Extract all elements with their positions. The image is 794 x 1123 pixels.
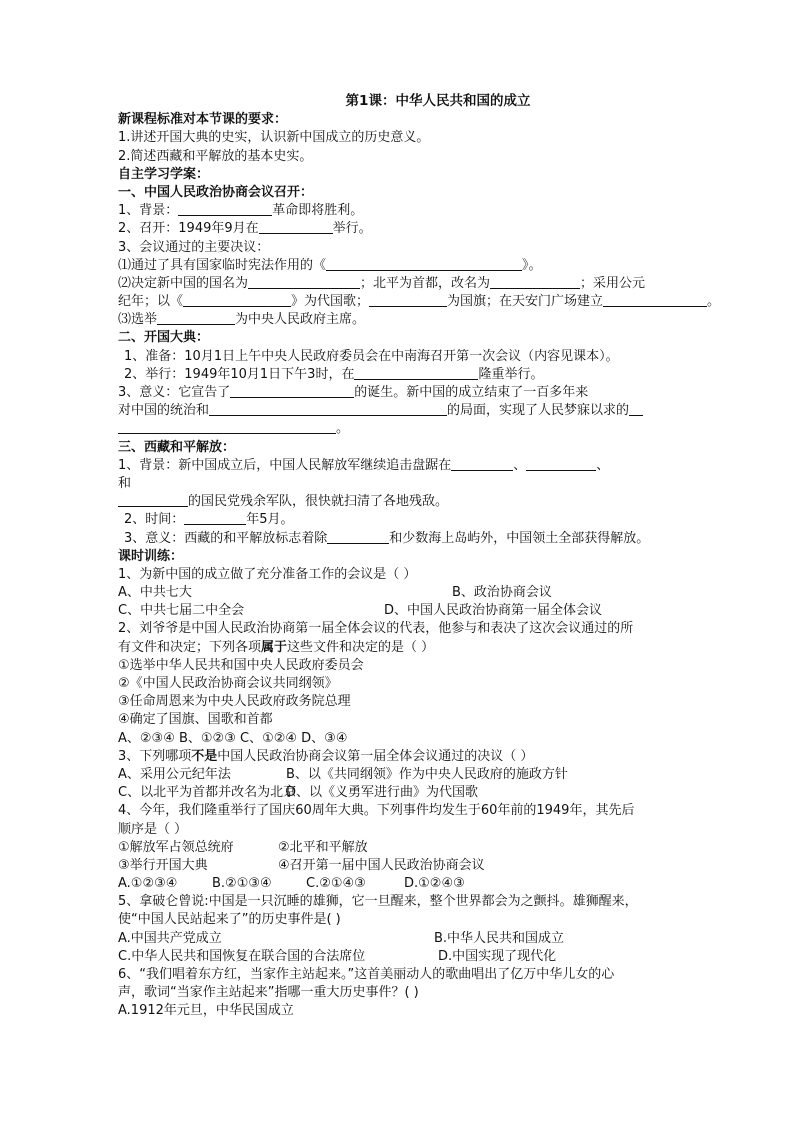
item: ①解放军占领总统府 bbox=[118, 839, 234, 855]
text: 这些文件和决定的是（ ） bbox=[287, 639, 435, 655]
options-row bbox=[118, 602, 758, 620]
question-2: 2、刘爷爷是中国人民政治协商第一届全体会议的代表，他参与和表决了这次会议通过的所 bbox=[118, 621, 634, 637]
question-2-cont bbox=[118, 639, 758, 657]
option-b: B.中华人民共和国成立 bbox=[434, 930, 565, 946]
option-a: A.1912年元旦，中华民国成立 bbox=[118, 1003, 294, 1019]
blank bbox=[526, 457, 596, 471]
options-row bbox=[118, 930, 758, 948]
item: ②北平和平解放 bbox=[278, 839, 368, 855]
text: 1、背景： bbox=[118, 203, 179, 219]
text: 2、时间： bbox=[124, 512, 185, 528]
question-6: 6、“我们唱着东方红，当家作主站起来。”这首美丽动人的歌曲唱出了亿万中华儿女的心 bbox=[118, 967, 615, 982]
options-row bbox=[118, 766, 758, 784]
text: 3、下列哪项 bbox=[118, 748, 192, 764]
background-line bbox=[118, 202, 758, 220]
study-heading: 自主学习学案： bbox=[118, 166, 210, 182]
blank bbox=[178, 202, 272, 216]
question-3 bbox=[118, 748, 758, 766]
option-b: B、以《共同纲领》作为中央人民政府的施政方针 bbox=[286, 766, 568, 782]
section-heading: 一、中国人民政治协商会议召开： bbox=[118, 184, 314, 200]
text: 举行。 bbox=[332, 221, 372, 237]
item: ③任命周恩来为中央人民政府政务院总理 bbox=[118, 694, 351, 710]
question-6-cont: 声，歌词“当家作主站起来”指哪一重大历史事件？( ) bbox=[118, 985, 419, 1001]
tibet-background bbox=[118, 457, 758, 475]
blank bbox=[118, 420, 336, 434]
text: ；采用公元 bbox=[580, 275, 646, 291]
option-c: C、以北平为首都并改名为北京 bbox=[118, 785, 297, 801]
text: 革命即将胜利。 bbox=[272, 203, 364, 219]
option-c: C.中华人民共和国恢复在联合国的合法席位 bbox=[118, 948, 366, 964]
resolution-3 bbox=[118, 311, 758, 329]
convene-line bbox=[118, 220, 758, 238]
option-a: A、采用公元纪年法 bbox=[118, 766, 231, 782]
text: 纪年；以《 bbox=[118, 294, 184, 310]
prep-line: 1、准备：10月1日上午中央人民政府委员会在中南海召开第一次会议（内容见课本）。 bbox=[124, 348, 619, 364]
item: ③举行开国大典 bbox=[118, 857, 208, 873]
question-5: 5、拿破仑曾说:中国是一只沉睡的雄狮，它一旦醒来，整个世界都会为之颤抖。雄狮醒来， bbox=[118, 894, 638, 910]
text: 中国人民政治协商会议第一届全体会议通过的决议（ ） bbox=[217, 748, 534, 764]
item: ④确定了国旗、国歌和首都 bbox=[118, 712, 273, 728]
text: ；北平为首都，改名为 bbox=[360, 275, 491, 291]
blank bbox=[157, 311, 235, 325]
option-d: D.①②④③ bbox=[404, 876, 465, 892]
blank bbox=[209, 402, 447, 416]
text: 为国旗；在天安门广场建立 bbox=[447, 294, 604, 310]
text: 1、背景：新中国成立后，中国人民解放军继续追击盘踞在 bbox=[118, 457, 452, 473]
blank bbox=[184, 511, 246, 525]
blank bbox=[248, 275, 360, 289]
item: ①选举中华人民共和国中央人民政府委员会 bbox=[118, 657, 364, 673]
text: 属于 bbox=[261, 639, 288, 655]
text: ⑶选举 bbox=[118, 312, 158, 328]
blank bbox=[603, 293, 707, 307]
resolution-2a bbox=[118, 275, 758, 293]
page-title: 第1课：中华人民共和国的成立 bbox=[345, 93, 531, 109]
text: ⑵决定新中国的国名为 bbox=[118, 275, 249, 291]
option-b: B.②①③④ bbox=[212, 876, 272, 892]
requirement-item: 1.讲述开国大典的史实，认识新中国成立的历史意义。 bbox=[118, 130, 430, 146]
options-row bbox=[118, 875, 758, 893]
question-4-cont: 顺序是（ ） bbox=[118, 821, 188, 837]
option-a: A.中国共产党成立 bbox=[118, 930, 222, 946]
question-5-cont: 使“中国人民站起来了”的历史事件是( ) bbox=[118, 912, 341, 928]
options-row bbox=[118, 948, 758, 966]
option-b: B、政治协商会议 bbox=[452, 585, 552, 601]
item: ②《中国人民政治协商会议共同纲领》 bbox=[118, 676, 338, 691]
text: 2、举行：1949年10月1日下午3时，在 bbox=[124, 366, 355, 382]
blank bbox=[369, 293, 447, 307]
resolution-2b bbox=[118, 293, 758, 311]
text: 2、召开：1949年9月在 bbox=[118, 221, 259, 237]
items-row bbox=[118, 857, 758, 875]
text: 对中国的统治和 bbox=[118, 403, 210, 419]
section-heading: 三、西藏和平解放： bbox=[118, 439, 236, 455]
blank bbox=[629, 402, 643, 416]
text: 、 bbox=[596, 457, 610, 473]
text: 的局面，实现了人民梦寐以求的 bbox=[447, 403, 630, 419]
options-row bbox=[118, 784, 758, 802]
blank bbox=[327, 530, 389, 544]
option-c: C.②①④③ bbox=[306, 876, 366, 892]
section-heading: 二、开国大典： bbox=[118, 330, 210, 346]
text: 3、意义：它宣告了 bbox=[118, 385, 231, 400]
blank bbox=[354, 366, 478, 380]
practice-heading: 课时训练： bbox=[118, 548, 184, 564]
requirement-item: 2.简述西藏和平解放的基本史实。 bbox=[118, 148, 313, 164]
requirements-heading: 新课程标准对本节课的要求： bbox=[118, 112, 288, 128]
significance-line bbox=[118, 384, 758, 402]
blank bbox=[490, 275, 580, 289]
items-row bbox=[118, 839, 758, 857]
text: ⑴通过了具有国家临时宪法作用的《 bbox=[118, 257, 327, 273]
option-d: D、中国人民政治协商第一届全体会议 bbox=[384, 603, 603, 619]
blank bbox=[451, 457, 513, 471]
significance-line-3 bbox=[118, 420, 758, 438]
blank bbox=[230, 384, 354, 398]
option-a: A、中共七大 bbox=[118, 585, 192, 601]
text: 的国民党残余军队，很快就扫清了各地残敌。 bbox=[188, 494, 449, 510]
tibet-time bbox=[118, 511, 758, 529]
options-row bbox=[118, 584, 758, 602]
text: 》。 bbox=[522, 257, 542, 273]
option-c: C、中共七届二中全会 bbox=[118, 603, 245, 619]
resolution-1 bbox=[118, 257, 758, 275]
blank bbox=[183, 293, 291, 307]
text: 年5月。 bbox=[246, 512, 294, 528]
tibet-significance bbox=[118, 530, 758, 548]
text: 的诞生。新中国的成立结束了一百多年来 bbox=[354, 385, 589, 400]
answer-options: A、②③④ B、①②③ C、①②④ D、③④ bbox=[118, 730, 348, 746]
item: ④召开第一届中国人民政治协商会议 bbox=[278, 857, 485, 873]
text: 为中央人民政府主席。 bbox=[235, 312, 366, 328]
question-4: 4、今年，我们隆重举行了国庆60周年大典。下列事件均发生于60年前的1949年，其先后 bbox=[118, 803, 635, 819]
text: 、 bbox=[513, 457, 527, 473]
text: 不是 bbox=[191, 748, 218, 764]
text: 。 bbox=[336, 421, 350, 437]
blank bbox=[326, 257, 522, 271]
option-d: D.中国实现了现代化 bbox=[438, 948, 557, 964]
significance-line-2 bbox=[118, 402, 758, 420]
tibet-background-2: 和 bbox=[118, 475, 132, 491]
worksheet bbox=[118, 92, 758, 1021]
question-1: 1、为新中国的成立做了充分准备工作的会议是（ ） bbox=[118, 566, 417, 582]
tibet-background-3 bbox=[118, 493, 758, 511]
blank bbox=[118, 493, 188, 507]
held-line bbox=[118, 366, 758, 384]
text: 。 bbox=[707, 294, 721, 310]
text: 3、意义：西藏的和平解放标志着除 bbox=[124, 530, 328, 546]
option-d: D、以《义勇军进行曲》为代国歌 bbox=[286, 785, 479, 801]
text: 有文件和决定；下列各项 bbox=[118, 639, 262, 655]
blank bbox=[259, 220, 333, 234]
text: 》为代国歌； bbox=[291, 294, 370, 310]
text: 隆重举行。 bbox=[478, 366, 544, 382]
text: 和少数海上岛屿外，中国领土全部获得解放。 bbox=[389, 530, 650, 546]
option-a: A.①②③④ bbox=[118, 876, 178, 892]
resolutions-label: 3、会议通过的主要决议： bbox=[118, 239, 270, 255]
